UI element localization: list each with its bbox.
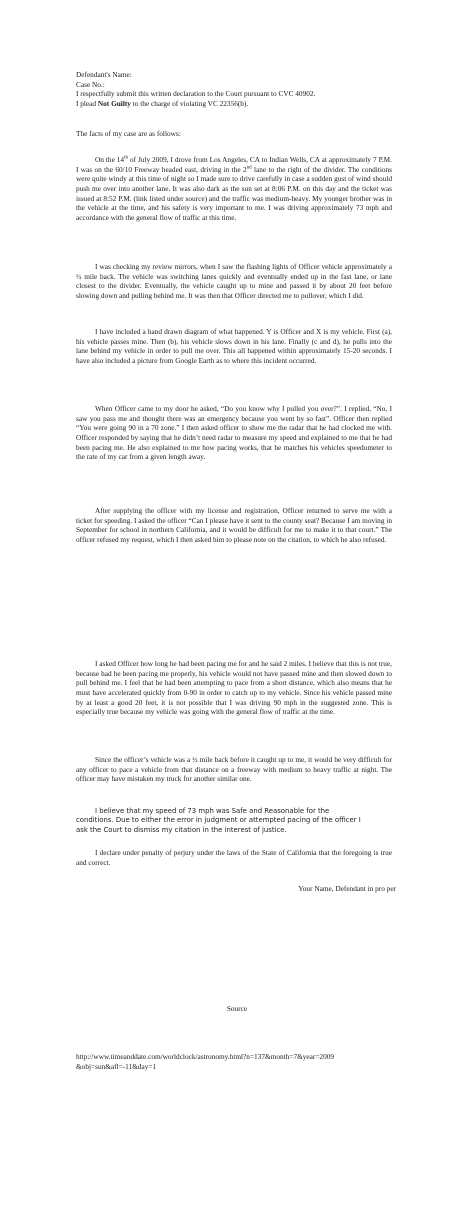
declaration-line: I respectfully submit this written declaration to the Court pursuant to CVC 40902.: [76, 89, 316, 99]
signature-line: Your Name, Defendant in pro per: [298, 884, 396, 893]
p1-line1-sup: th: [124, 155, 128, 161]
source-heading: Source: [226, 1004, 248, 1013]
paragraph-9: I declare under penalty of perjury under the laws of the State of California that the foregoing is true and correct.: [76, 848, 392, 867]
paragraph-6: I asked Officer how long he had been pacing me for and he said 2 miles. I believe that this is not true, because had he been pacing me properly, his vehicle would not have passed mine and then slowed down to pull behind me. I feel that he had been attempting to pace from a short distance, which also means that he must have accelerated quickly from 0-90 in order to catch up to my vehicle. Since his vehicle passed mine by at least a good 20 feet, it is not possible that I was driving 90 mph in the suggested zone. This is especially true because my vehicle was going with the general flow of traffic at the time.: [76, 659, 392, 717]
paragraph-5: After supplying the officer with my license and registration, Officer returned to serve me with a ticket for speeding. I asked the officer “Can I please have it sent to the county seat? Because I am moving in September for school in northern California, and it would be difficult for me to make it to that court.” The officer refused my request, which I then asked him to please note on the citation, to which he also refused.: [76, 506, 392, 544]
plea-suffix: to the charge of violating VC 22356(b).: [130, 98, 249, 108]
plea-not-guilty: Not Guilty: [97, 98, 131, 108]
header-block: [76, 70, 392, 109]
facts-intro-block: [76, 129, 392, 139]
paragraph-1: [76, 155, 392, 222]
p1-line2-post: lane to: [251, 164, 275, 174]
source-url-line1: http://www.timeanddate.com/worldclock/astronomy.html?n=137&month=7&year=2009: [76, 1052, 335, 1061]
p8-line3: ask the Court to dismiss my citation in the interest of justice.: [76, 825, 287, 834]
paragraph-8: [76, 807, 392, 835]
case-no-label: Case No.:: [76, 79, 105, 89]
p1-line1-post: of July 2009, I drove from Los Angeles, CA to Indian Wells, CA at: [127, 155, 327, 164]
paragraph-7: Since the officer’s vehicle was a ½ mile back before it caught up to me, it would be very difficult for any officer to pace a vehicle from that distance on a freeway with medium to heavy traffic at night. The officer may have mistaken my truck for another similar one.: [76, 755, 392, 784]
plea-prefix: I plead: [76, 98, 98, 108]
p1-line2-pre: approximately 7 P.M. I was on the 60/10 Freeway headed east, driving in the 2: [76, 155, 392, 174]
paragraph-2: I was checking my review mirrors, when I saw the flashing lights of Officer vehicle approximately a ½ mile back. The vehicle was switching lanes quickly and eventually ended up in the fast lane, or lane closest to the divider. Eventually, the vehicle caught up to mine and passed it by about 20 feet before slowing down and pulling behind me. It was then that Officer directed me to pullover, which I did.: [76, 262, 392, 300]
plea-line: [76, 99, 392, 109]
p8-line1: I believe that my speed of 73 mph was Safe and Reasonable for the: [95, 807, 330, 815]
facts-intro: The facts of my case are as follows:: [76, 129, 181, 138]
defendant-name-label: Defendant's Name:: [76, 70, 132, 79]
paragraph-3: I have included a hand drawn diagram of what happened. Y is Officer and X is my vehicle. First (a), his vehicle passes mine. Then (b), his vehicle slows down in his lane. Finally (c and d), he pulls into the lane behind my vehicle in order to pull me over. This all happened within approximately 15-20 seconds. I have also included a picture from Google Earth as to where this incident occurred.: [76, 327, 392, 365]
p1-rest: the right of the divider. The conditions were quite windy at this time of night so I made sure to drive carefully in case a sudden gust of wind should push me over into another lane. It was also dark as the sun set at 8:06 P.M. on this day and the ticket was issued at 8:52 P.M. (link listed under source) and the traffic was medium-heavy. My younger brother was in the vehicle at the time, and his safety is very important to me. I was driving approximately 73 mph and accordance with the general flow of traffic at this time.: [76, 164, 393, 222]
p1-line1-pre: On the 14: [95, 155, 125, 164]
source-url: [76, 1052, 416, 1071]
p8-line2: conditions. Due to either the error in judgment or attempted pacing of the officer I: [76, 816, 361, 825]
source-url-line2: &obj=sun&afl=-11&day=1: [76, 1061, 157, 1071]
p1-line2-sup: nd: [246, 165, 252, 171]
paragraph-4: When Officer came to my door he asked, “Do you know why I pulled you over?”. I replied, “No, I saw you pass me and thought there was an emergency because you went by so fast”. Officer then replied “You were going 90 in a 70 zone.” I then asked officer to show me the radar that he had clocked me with. Officer responded by saying that he didn’t need radar to measure my speed and explained to me that he had been pacing me. He also explained to me how pacing works, that he matches his vehicles speedometer to the rate of my car from a given length away.: [76, 404, 392, 462]
